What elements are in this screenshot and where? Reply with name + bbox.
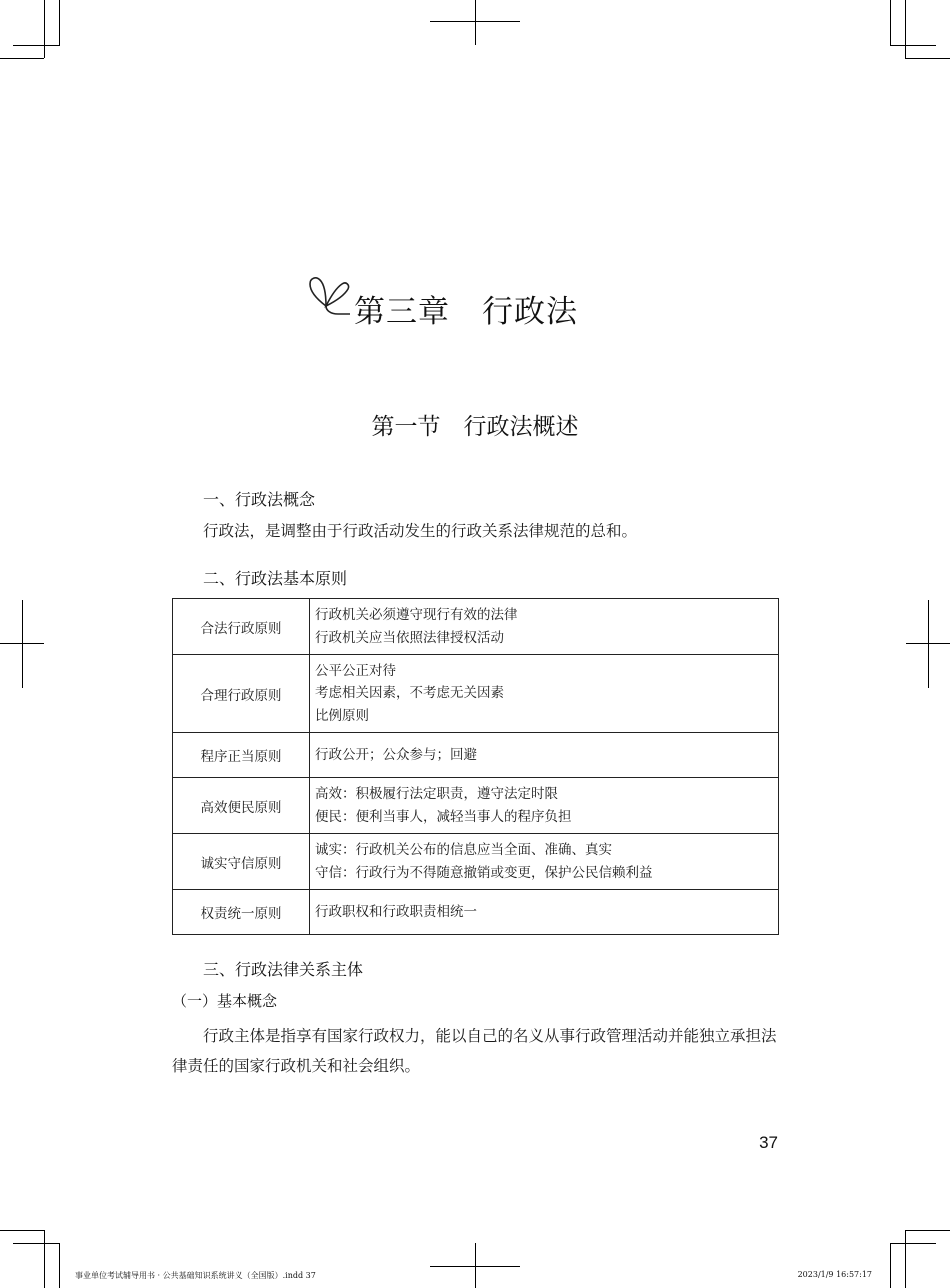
print-slug-file: 事业单位考试辅导用书 · 公共基础知识系统讲义（全国版）.indd 37	[75, 1271, 316, 1280]
heading-principles: 二、行政法基本原则	[203, 569, 348, 588]
table-row	[173, 733, 779, 778]
sprout-icon	[304, 270, 354, 318]
heading-subjects: 三、行政法律关系主体	[203, 960, 364, 979]
principle-description: 公平公正对待 考虑相关因素，不考虑无关因素 比例原则	[310, 655, 779, 733]
table-row	[173, 834, 779, 890]
subheading-basic-concept: （一）基本概念	[172, 992, 278, 1010]
principle-name: 程序正当原则	[173, 733, 310, 778]
table-row	[173, 599, 779, 655]
section-title: 第一节 行政法概述	[371, 414, 579, 440]
page-number: 37	[759, 1133, 778, 1152]
principles-table	[172, 598, 779, 935]
paragraph-subjects: 行政主体是指享有国家行政权力，能以自己的名义从事行政管理活动并能独立承担法律责任的国家行政机关和社会组织。	[172, 1027, 777, 1075]
principle-description: 行政机关必须遵守现行有效的法律 行政机关应当依照法律授权活动	[310, 599, 779, 655]
table-row	[173, 655, 779, 733]
principle-name: 合理行政原则	[173, 655, 310, 733]
paragraph-concept: 行政法，是调整由于行政活动发生的行政关系法律规范的总和。	[203, 522, 638, 540]
principle-name: 权责统一原则	[173, 890, 310, 935]
principle-description: 诚实：行政机关公布的信息应当全面、准确、真实 守信：行政行为不得随意撤销或变更，保护公民信赖利益	[310, 834, 779, 890]
chapter-heading	[300, 270, 620, 330]
principle-description: 行政公开；公众参与；回避	[310, 733, 779, 778]
chapter-title: 第三章 行政法	[354, 294, 578, 330]
table-row	[173, 778, 779, 834]
heading-concept: 一、行政法概念	[203, 490, 316, 509]
principle-name: 高效便民原则	[173, 778, 310, 834]
principle-description: 高效：积极履行法定职责，遵守法定时限 便民：便利当事人，减轻当事人的程序负担	[310, 778, 779, 834]
print-slug-timestamp: 2023/1/9 16:57:17	[797, 1270, 872, 1279]
principle-name: 合法行政原则	[173, 599, 310, 655]
principle-name: 诚实守信原则	[173, 834, 310, 890]
principle-description: 行政职权和行政职责相统一	[310, 890, 779, 935]
table-row	[173, 890, 779, 935]
